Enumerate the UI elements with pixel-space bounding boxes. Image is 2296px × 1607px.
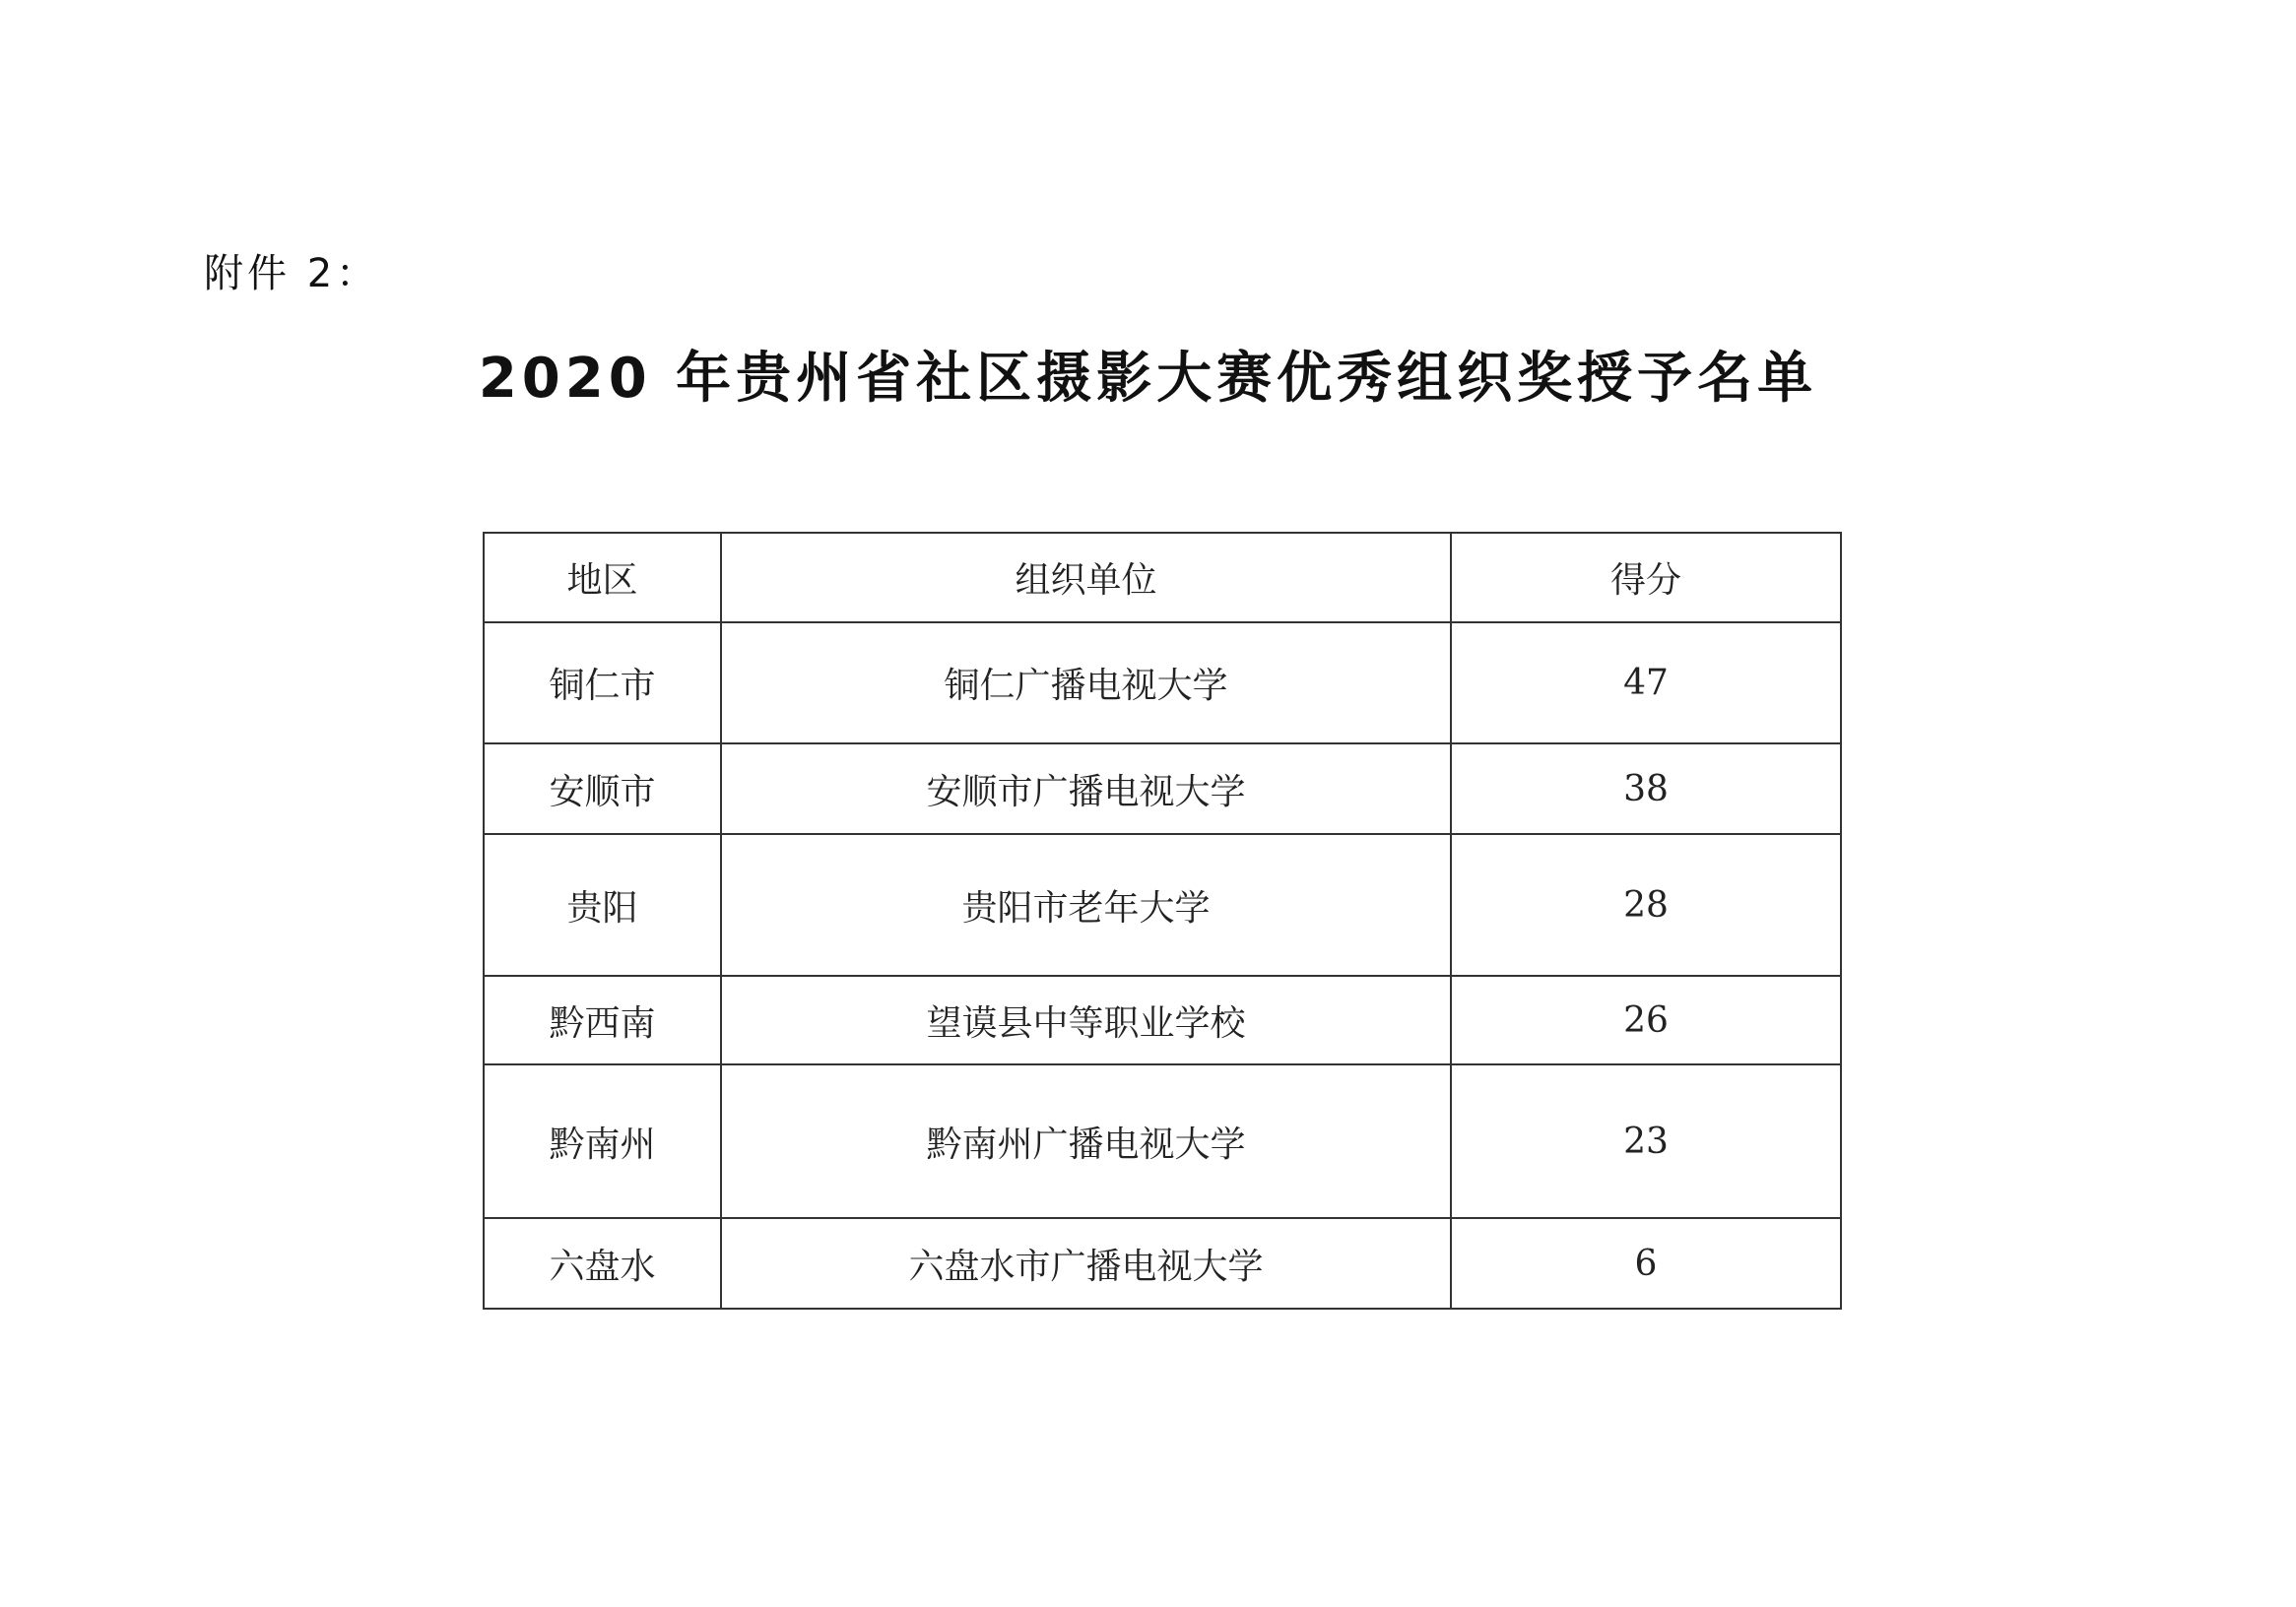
cell-score: 47 [1451, 622, 1841, 743]
cell-region: 黔西南 [484, 976, 721, 1064]
cell-score: 26 [1451, 976, 1841, 1064]
cell-score: 6 [1451, 1218, 1841, 1309]
table-row [484, 622, 1841, 743]
cell-region: 六盘水 [484, 1218, 721, 1309]
cell-organization: 铜仁广播电视大学 [721, 622, 1451, 743]
cell-region: 贵阳 [484, 834, 721, 976]
table-row [484, 743, 1841, 834]
cell-organization: 贵阳市老年大学 [721, 834, 1451, 976]
award-table [483, 532, 1842, 1310]
cell-organization: 望谟县中等职业学校 [721, 976, 1451, 1064]
cell-organization: 安顺市广播电视大学 [721, 743, 1451, 834]
cell-score: 38 [1451, 743, 1841, 834]
document-title: 2020 年贵州省社区摄影大赛优秀组织奖授予名单 [478, 347, 1818, 411]
table-row [484, 976, 1841, 1064]
table-row [484, 834, 1841, 976]
header-score: 得分 [1451, 533, 1841, 622]
attachment-label: 附件 2： [204, 251, 380, 296]
table-row [484, 1064, 1841, 1218]
table-row [484, 1218, 1841, 1309]
cell-organization: 六盘水市广播电视大学 [721, 1218, 1451, 1309]
cell-region: 铜仁市 [484, 622, 721, 743]
header-organization: 组织单位 [721, 533, 1451, 622]
cell-organization: 黔南州广播电视大学 [721, 1064, 1451, 1218]
cell-score: 23 [1451, 1064, 1841, 1218]
table-header-row [484, 533, 1841, 622]
cell-region: 安顺市 [484, 743, 721, 834]
header-region: 地区 [484, 533, 721, 622]
cell-score: 28 [1451, 834, 1841, 976]
cell-region: 黔南州 [484, 1064, 721, 1218]
